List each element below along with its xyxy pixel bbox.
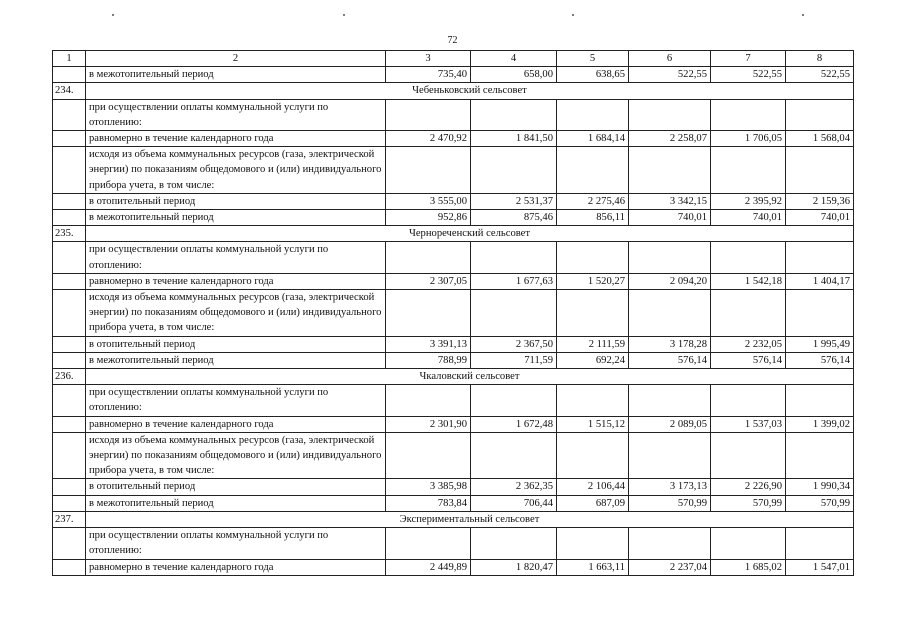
value-cell: 3 555,00 (386, 193, 471, 209)
value-cell: 1 404,17 (786, 273, 854, 289)
value-cell: 1 706,05 (711, 131, 786, 147)
value-cell: 2 307,05 (386, 273, 471, 289)
value-cell: 2 367,50 (471, 336, 557, 352)
row-label: равномерно в течение календарного года (86, 416, 386, 432)
value-cell: 687,09 (557, 495, 629, 511)
empty-cell (53, 495, 86, 511)
value-cell: 3 178,28 (629, 336, 711, 352)
value-cell: 856,11 (557, 210, 629, 226)
value-cell: 1 542,18 (711, 273, 786, 289)
value-cell: 3 391,13 (386, 336, 471, 352)
empty-cell (53, 432, 86, 479)
description-row (53, 528, 854, 559)
value-cell: 1 841,50 (471, 131, 557, 147)
row-label: в отопительный период (86, 479, 386, 495)
table-row (53, 416, 854, 432)
section-number: 236. (53, 369, 86, 385)
section-number: 235. (53, 226, 86, 242)
scan-dot (572, 14, 574, 16)
value-cell: 2 258,07 (629, 131, 711, 147)
row-label: равномерно в течение календарного года (86, 131, 386, 147)
value-cell: 522,55 (711, 67, 786, 83)
empty-cell (471, 242, 557, 273)
empty-cell (53, 193, 86, 209)
empty-cell (386, 99, 471, 130)
scan-artifact-dots (0, 14, 905, 20)
empty-cell (471, 99, 557, 130)
section-title: Чернореченский сельсовет (86, 226, 854, 242)
value-cell: 692,24 (557, 352, 629, 368)
value-cell: 875,46 (471, 210, 557, 226)
column-number: 2 (86, 51, 386, 67)
empty-cell (629, 290, 711, 337)
row-label: равномерно в течение календарного года (86, 273, 386, 289)
column-number: 4 (471, 51, 557, 67)
value-cell: 570,99 (711, 495, 786, 511)
value-cell: 638,65 (557, 67, 629, 83)
empty-cell (471, 528, 557, 559)
value-cell: 1 820,47 (471, 559, 557, 575)
empty-cell (53, 242, 86, 273)
value-cell: 2 237,04 (629, 559, 711, 575)
row-label: при осуществлении оплаты коммунальной услуги по отоплению: (86, 242, 386, 273)
empty-cell (629, 385, 711, 416)
value-cell: 1 663,11 (557, 559, 629, 575)
value-cell: 735,40 (386, 67, 471, 83)
value-cell: 2 470,92 (386, 131, 471, 147)
empty-cell (53, 273, 86, 289)
empty-cell (471, 290, 557, 337)
row-label: при осуществлении оплаты коммунальной услуги по отоплению: (86, 99, 386, 130)
empty-cell (557, 290, 629, 337)
empty-cell (786, 385, 854, 416)
column-number: 3 (386, 51, 471, 67)
empty-cell (629, 432, 711, 479)
empty-cell (53, 99, 86, 130)
empty-cell (386, 432, 471, 479)
table-row (53, 210, 854, 226)
value-cell: 1 677,63 (471, 273, 557, 289)
empty-cell (471, 147, 557, 194)
empty-cell (53, 210, 86, 226)
value-cell: 576,14 (629, 352, 711, 368)
section-header-row (53, 511, 854, 527)
section-title: Экспериментальный сельсовет (86, 511, 854, 527)
column-number: 6 (629, 51, 711, 67)
value-cell: 952,86 (386, 210, 471, 226)
empty-cell (711, 290, 786, 337)
empty-cell (711, 385, 786, 416)
value-cell: 783,84 (386, 495, 471, 511)
description-row (53, 290, 854, 337)
value-cell: 2 395,92 (711, 193, 786, 209)
value-cell: 2 226,90 (711, 479, 786, 495)
scan-dot (802, 14, 804, 16)
empty-cell (786, 432, 854, 479)
description-row (53, 242, 854, 273)
column-number-header-row (53, 51, 854, 67)
empty-cell (53, 336, 86, 352)
value-cell: 1 547,01 (786, 559, 854, 575)
empty-cell (711, 99, 786, 130)
empty-cell (786, 290, 854, 337)
empty-cell (629, 242, 711, 273)
empty-cell (53, 131, 86, 147)
empty-cell (53, 479, 86, 495)
value-cell: 1 515,12 (557, 416, 629, 432)
empty-cell (386, 290, 471, 337)
row-label: в межотопительный период (86, 67, 386, 83)
value-cell: 2 106,44 (557, 479, 629, 495)
empty-cell (629, 99, 711, 130)
value-cell: 740,01 (711, 210, 786, 226)
empty-cell (471, 432, 557, 479)
empty-cell (557, 99, 629, 130)
value-cell: 2 275,46 (557, 193, 629, 209)
value-cell: 1 520,27 (557, 273, 629, 289)
value-cell: 3 173,13 (629, 479, 711, 495)
value-cell: 2 094,20 (629, 273, 711, 289)
value-cell: 1 672,48 (471, 416, 557, 432)
empty-cell (557, 242, 629, 273)
table-row (53, 336, 854, 352)
empty-cell (786, 242, 854, 273)
value-cell: 522,55 (629, 67, 711, 83)
value-cell: 576,14 (711, 352, 786, 368)
empty-cell (786, 528, 854, 559)
empty-cell (386, 528, 471, 559)
section-number: 237. (53, 511, 86, 527)
empty-cell (711, 242, 786, 273)
column-number: 8 (786, 51, 854, 67)
value-cell: 2 159,36 (786, 193, 854, 209)
row-label: равномерно в течение календарного года (86, 559, 386, 575)
value-cell: 2 089,05 (629, 416, 711, 432)
value-cell: 1 399,02 (786, 416, 854, 432)
table-row (53, 273, 854, 289)
empty-cell (386, 147, 471, 194)
empty-cell (53, 147, 86, 194)
empty-cell (557, 147, 629, 194)
scan-dot (343, 14, 345, 16)
row-label: исходя из объема коммунальных ресурсов (газа, электрической энергии) по показаниям общедомового и (или) индивидуального прибора учета, в том числе: (86, 432, 386, 479)
value-cell: 740,01 (786, 210, 854, 226)
section-title: Чкаловский сельсовет (86, 369, 854, 385)
row-label: в отопительный период (86, 193, 386, 209)
value-cell: 1 684,14 (557, 131, 629, 147)
value-cell: 576,14 (786, 352, 854, 368)
value-cell: 2 232,05 (711, 336, 786, 352)
value-cell: 2 531,37 (471, 193, 557, 209)
empty-cell (786, 147, 854, 194)
row-label: исходя из объема коммунальных ресурсов (газа, электрической энергии) по показаниям общедомового и (или) индивидуального прибора учета, в том числе: (86, 290, 386, 337)
empty-cell (53, 67, 86, 83)
description-row (53, 385, 854, 416)
empty-cell (711, 528, 786, 559)
value-cell: 2 301,90 (386, 416, 471, 432)
description-row (53, 432, 854, 479)
value-cell: 3 342,15 (629, 193, 711, 209)
empty-cell (53, 416, 86, 432)
table-row (53, 193, 854, 209)
empty-cell (786, 99, 854, 130)
empty-cell (557, 528, 629, 559)
row-label: в отопительный период (86, 336, 386, 352)
page-number: 72 (447, 35, 458, 46)
section-header-row (53, 369, 854, 385)
value-cell: 2 449,89 (386, 559, 471, 575)
empty-cell (53, 352, 86, 368)
scan-dot (112, 14, 114, 16)
value-cell: 3 385,98 (386, 479, 471, 495)
value-cell: 522,55 (786, 67, 854, 83)
column-number: 5 (557, 51, 629, 67)
empty-cell (53, 559, 86, 575)
row-label: при осуществлении оплаты коммунальной услуги по отоплению: (86, 385, 386, 416)
tariff-table (52, 50, 854, 576)
value-cell: 1 990,34 (786, 479, 854, 495)
empty-cell (53, 385, 86, 416)
description-row (53, 99, 854, 130)
empty-cell (629, 528, 711, 559)
value-cell: 570,99 (629, 495, 711, 511)
empty-cell (557, 432, 629, 479)
section-header-row (53, 83, 854, 99)
row-label: в межотопительный период (86, 495, 386, 511)
section-title: Чебеньковский сельсовет (86, 83, 854, 99)
empty-cell (471, 385, 557, 416)
table-row (53, 67, 854, 83)
section-header-row (53, 226, 854, 242)
value-cell: 1 685,02 (711, 559, 786, 575)
value-cell: 711,59 (471, 352, 557, 368)
description-row (53, 147, 854, 194)
table-row (53, 131, 854, 147)
empty-cell (711, 432, 786, 479)
table-row (53, 479, 854, 495)
table-row (53, 352, 854, 368)
table-row (53, 495, 854, 511)
value-cell: 1 537,03 (711, 416, 786, 432)
value-cell: 2 111,59 (557, 336, 629, 352)
empty-cell (386, 385, 471, 416)
value-cell: 570,99 (786, 495, 854, 511)
row-label: при осуществлении оплаты коммунальной услуги по отоплению: (86, 528, 386, 559)
row-label: в межотопительный период (86, 352, 386, 368)
value-cell: 2 362,35 (471, 479, 557, 495)
value-cell: 706,44 (471, 495, 557, 511)
table-row (53, 559, 854, 575)
section-number: 234. (53, 83, 86, 99)
column-number: 1 (53, 51, 86, 67)
empty-cell (629, 147, 711, 194)
value-cell: 788,99 (386, 352, 471, 368)
empty-cell (711, 147, 786, 194)
empty-cell (557, 385, 629, 416)
row-label: в межотопительный период (86, 210, 386, 226)
value-cell: 658,00 (471, 67, 557, 83)
empty-cell (53, 290, 86, 337)
value-cell: 1 995,49 (786, 336, 854, 352)
column-number: 7 (711, 51, 786, 67)
value-cell: 1 568,04 (786, 131, 854, 147)
empty-cell (386, 242, 471, 273)
value-cell: 740,01 (629, 210, 711, 226)
empty-cell (53, 528, 86, 559)
row-label: исходя из объема коммунальных ресурсов (газа, электрической энергии) по показаниям общедомового и (или) индивидуального прибора учета, в том числе: (86, 147, 386, 194)
